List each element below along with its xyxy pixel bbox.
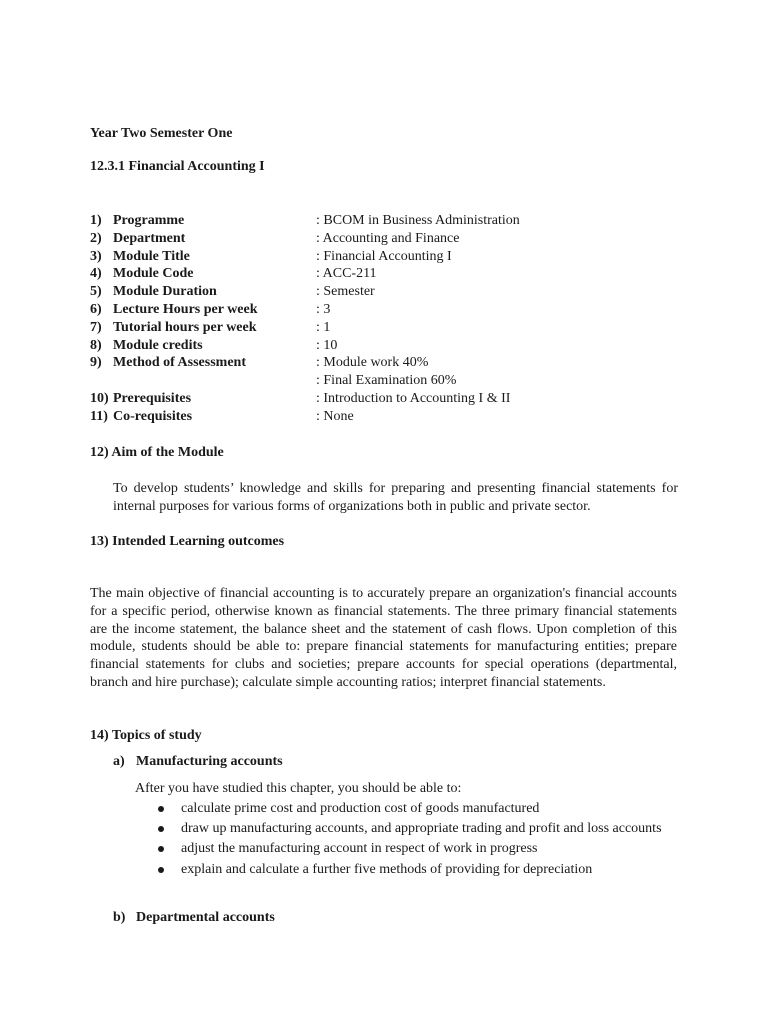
detail-number: 11) <box>90 408 108 424</box>
detail-number: 5) <box>90 284 102 300</box>
aim-paragraph: To develop students’ knowledge and skills for preparing and presenting financial statements for internal purposes for various forms of organizations both in public and private sector. <box>113 481 678 514</box>
list-item <box>158 820 678 838</box>
detail-label: Tutorial hours per week <box>113 319 257 335</box>
list-item <box>158 840 678 858</box>
list-item-text: draw up manufacturing accounts, and appropriate trading and profit and loss accounts <box>181 821 662 837</box>
module-details-list <box>90 212 690 426</box>
list-item <box>158 800 678 818</box>
list-item <box>158 861 678 879</box>
detail-number: 6) <box>90 301 102 317</box>
detail-value: : Introduction to Accounting I & II <box>316 390 511 406</box>
detail-row-lecture-hours <box>90 301 690 319</box>
detail-value: : Semester <box>316 284 375 300</box>
topic-a-bullet-list <box>158 800 678 881</box>
detail-value: : 3 <box>316 301 331 317</box>
topics-heading: 14) Topics of study <box>90 728 202 743</box>
list-item-text: calculate prime cost and production cost of goods manufactured <box>181 801 540 816</box>
detail-label: Module Code <box>113 266 194 282</box>
detail-value: : None <box>316 408 354 424</box>
aim-heading: 12) Aim of the Module <box>90 445 224 460</box>
topic-a-title: Manufacturing accounts <box>136 754 283 769</box>
detail-value: : Financial Accounting I <box>316 248 452 264</box>
detail-label: Module credits <box>113 337 203 353</box>
detail-row-module-duration <box>90 283 690 301</box>
detail-row-prerequisites <box>90 390 690 408</box>
bullet-icon <box>158 846 164 852</box>
detail-row-module-title <box>90 248 690 266</box>
detail-value: : Final Examination 60% <box>316 373 457 389</box>
detail-value: : 1 <box>316 319 331 335</box>
detail-number: 1) <box>90 213 102 228</box>
detail-number: 4) <box>90 266 102 282</box>
topic-b-letter: b) <box>113 910 126 925</box>
year-title: Year Two Semester One <box>90 126 233 141</box>
outcomes-heading: 13) Intended Learning outcomes <box>90 534 285 549</box>
detail-row-department <box>90 230 690 248</box>
detail-number: 2) <box>90 230 102 246</box>
detail-number: 8) <box>90 337 102 353</box>
detail-row-programme <box>90 212 690 230</box>
detail-label: Co-requisites <box>113 408 193 424</box>
detail-value: : Accounting and Finance <box>316 230 460 246</box>
detail-row-tutorial-hours <box>90 319 690 337</box>
bullet-icon <box>158 826 164 832</box>
detail-row-module-credits <box>90 337 690 355</box>
detail-number: 7) <box>90 319 102 335</box>
detail-label: Lecture Hours per week <box>113 301 258 317</box>
bullet-icon <box>158 867 164 873</box>
detail-value: : ACC-211 <box>316 266 377 282</box>
detail-value: : Module work 40% <box>316 355 429 371</box>
topic-b-title: Departmental accounts <box>136 910 275 925</box>
detail-label: Module Duration <box>113 284 217 300</box>
list-item-text: explain and calculate a further five methods of providing for depreciation <box>181 861 593 877</box>
detail-value: : 10 <box>316 337 338 353</box>
detail-row-assessment-continued <box>90 372 690 390</box>
detail-value: : BCOM in Business Administration <box>316 213 520 228</box>
detail-label: Method of Assessment <box>113 355 246 371</box>
topic-a-heading <box>113 753 283 771</box>
outcomes-paragraph: The main objective of financial accounting is to accurately prepare an organization's financial accounts for a specific period, otherwise known as financial statements. The three primary financial statements are the income statement, the balance sheet and the statement of cash flows. Upon completion of this module, students should be able to: prepare financial statements for manufacturing entities; prepare financial statements for clubs and societies; prepare accounts for special operations (departmental, branch and hire purchase); calculate simple accounting ratios; interpret financial statements. <box>90 586 677 690</box>
detail-label: Programme <box>113 213 185 228</box>
detail-row-module-code <box>90 265 690 283</box>
bullet-icon <box>158 806 164 812</box>
detail-label: Module Title <box>113 248 190 264</box>
detail-number: 9) <box>90 355 102 371</box>
detail-row-assessment <box>90 354 690 372</box>
topic-b-heading <box>113 909 275 927</box>
detail-row-corequisites <box>90 408 690 426</box>
topic-a-letter: a) <box>113 754 125 769</box>
detail-label: Prerequisites <box>113 390 192 406</box>
section-title: 12.3.1 Financial Accounting I <box>90 159 265 174</box>
list-item-text: adjust the manufacturing account in respect of work in progress <box>181 841 538 857</box>
topic-a-intro: After you have studied this chapter, you should be able to: <box>135 781 462 796</box>
detail-label: Department <box>113 230 186 246</box>
detail-number: 3) <box>90 248 102 264</box>
detail-number: 10) <box>90 390 109 406</box>
